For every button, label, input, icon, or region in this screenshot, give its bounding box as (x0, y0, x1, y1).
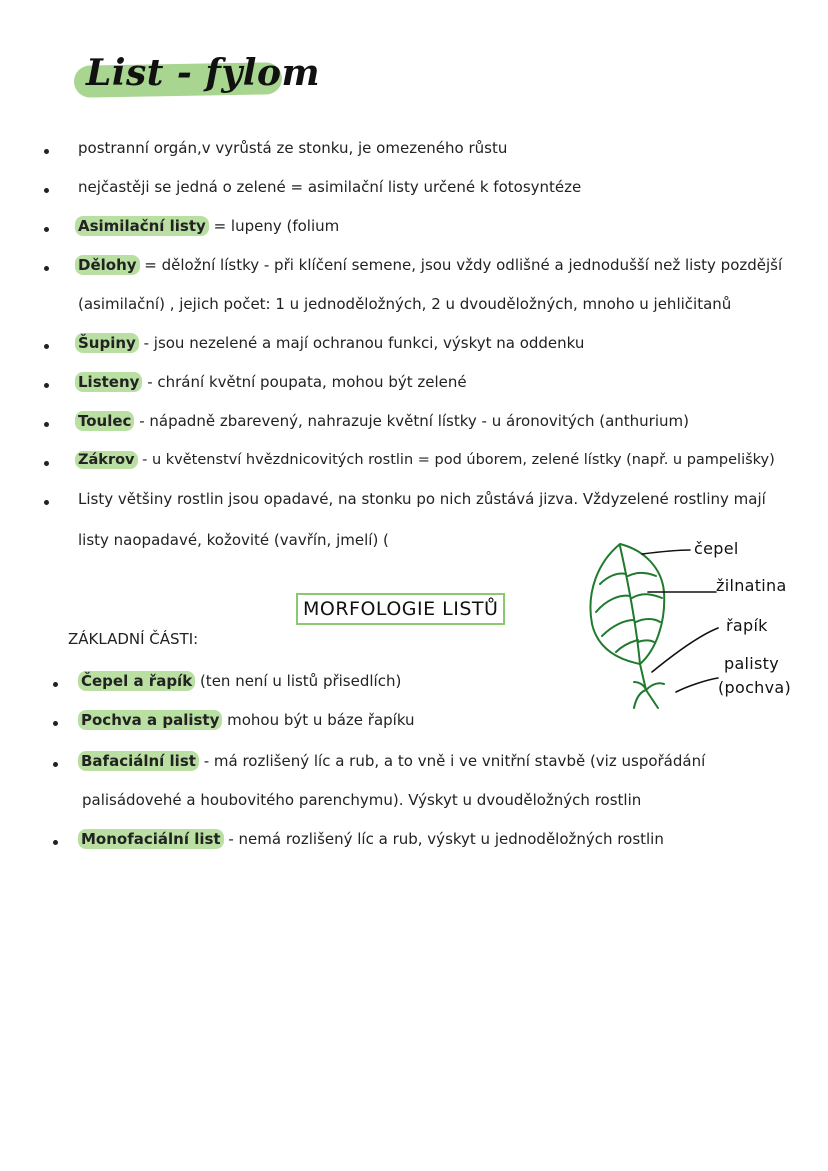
item-text: Listy většiny rostlin jsou opadavé, na stonku po nich zůstává jizva. Vždyzelené rostliny mají (78, 490, 766, 508)
item-text: - jsou nezelené a mají ochranou funkci, výskyt na oddenku (138, 334, 585, 352)
label-cepel: čepel (694, 539, 739, 558)
item-term: Listeny (75, 372, 142, 392)
item-text: mohou být u báze řapíku (222, 711, 415, 729)
list-item-continuation (78, 294, 731, 314)
item-text: postranní orgán,v vyrůstá ze stonku, je omezeného růstu (78, 139, 508, 157)
item-term: Asimilační listy (75, 216, 209, 236)
list-item (75, 216, 339, 236)
list-item (78, 489, 766, 509)
item-text: - nemá rozlišený líc a rub, výskyt u jednoděložných rostlin (223, 830, 664, 848)
item-term: Čepel a řapík (78, 671, 195, 691)
bullet-dot (44, 227, 49, 232)
bullet-dot (44, 149, 49, 154)
subheading: ZÁKLADNÍ ČÁSTI: (68, 630, 199, 648)
item-term: Pochva a palisty (78, 710, 222, 730)
item-text: nejčastěji se jedná o zelené = asimilační listy určené k fotosyntéze (78, 178, 582, 196)
item-text: - nápadně zbarevený, nahrazuje květní lístky - u áronovitých (anthurium) (134, 412, 689, 430)
item-text: - má rozlišený líc a rub, a to vně i ve vnitřní stavbě (viz uspořádání (198, 752, 706, 770)
item-term: Dělohy (75, 255, 140, 275)
label-zilnatina: žilnatina (716, 576, 787, 595)
label-rapik: řapík (726, 616, 768, 635)
title-block (72, 52, 320, 94)
item-term: Toulec (75, 411, 134, 431)
bullet-dot (53, 721, 58, 726)
bullet-dot (44, 383, 49, 388)
list-item (78, 177, 581, 197)
list-item-continuation (82, 790, 641, 810)
item-term: Zákrov (75, 451, 138, 469)
label-pochva: (pochva) (718, 678, 792, 697)
bullet-dot (53, 682, 58, 687)
item-text: - u květenství hvězdnicovitých rostlin = pod úborem, zelené lístky (např. u pampelišky) (137, 452, 775, 468)
bullet-dot (53, 840, 58, 845)
item-term: Bafaciální list (78, 751, 199, 771)
bullet-dot (44, 266, 49, 271)
section-title: MORFOLOGIE LISTŮ (296, 593, 505, 625)
page-title: List - fylom (86, 52, 321, 94)
item-term: Šupiny (75, 333, 139, 353)
list-item (75, 411, 689, 431)
item-text: - chrání květní poupata, mohou být zelené (142, 373, 467, 391)
item-text: listy naopadavé, kožovité (vavřín, jmelí) ( (78, 531, 389, 549)
list-item (75, 372, 467, 392)
list-item (75, 450, 775, 470)
list-item (78, 671, 401, 691)
list-item-continuation (78, 530, 389, 550)
list-item (78, 829, 664, 849)
bullet-dot (44, 461, 49, 466)
item-text: (asimilační) , jejich počet: 1 u jednoděložných, 2 u dvouděložných, mnoho u jehličitanů (78, 295, 732, 313)
list-item (78, 751, 705, 771)
item-text: (ten není u listů přisedlích) (195, 672, 402, 690)
item-text: = lupeny (folium (208, 217, 340, 235)
bullet-dot (44, 344, 49, 349)
bullet-dot (44, 500, 49, 505)
item-text: palisádovehé a houbovitého parenchymu). Výskyt u dvouděložných rostlin (82, 791, 642, 809)
item-term: Monofaciální list (78, 829, 224, 849)
bullet-dot (44, 422, 49, 427)
list-item (75, 333, 584, 353)
list-item (78, 138, 507, 158)
list-item (75, 255, 782, 275)
bullet-dot (53, 762, 58, 767)
list-item (78, 710, 415, 730)
item-text: = děložní lístky - při klíčení semene, jsou vždy odlišné a jednodušší než listy pozdější (139, 256, 783, 274)
bullet-dot (44, 188, 49, 193)
leaf-diagram (578, 532, 818, 722)
label-palisty: palisty (724, 654, 780, 673)
